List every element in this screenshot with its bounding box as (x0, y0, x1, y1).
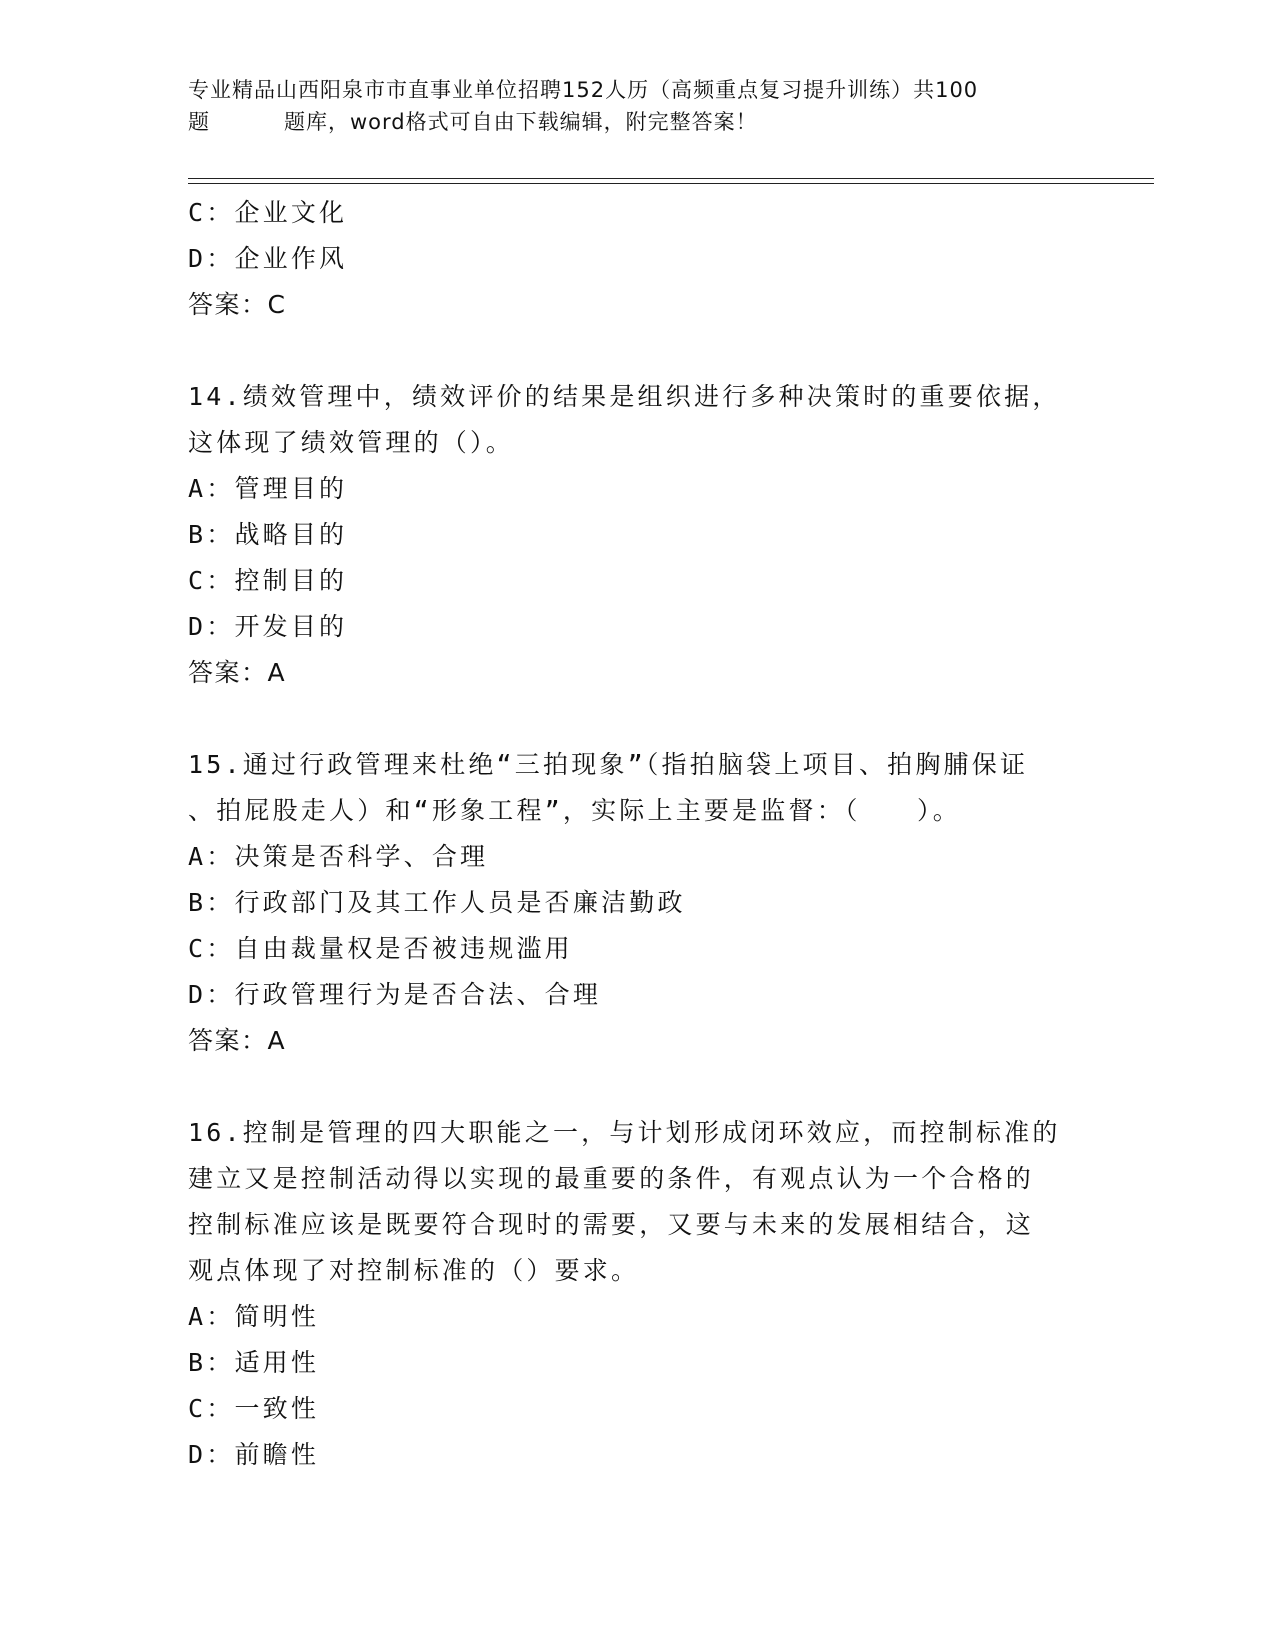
question-stem-line: 建立又是控制活动得以实现的最重要的条件，有观点认为一个合格的 (188, 1164, 1035, 1193)
question-stem-line: 、拍屁股走人）和“形象工程”，实际上主要是监督：（ ）。 (188, 796, 961, 825)
question-stem-line: 这体现了绩效管理的（）。 (188, 428, 514, 457)
question-stem-line: 15.通过行政管理来杜绝“三拍现象”（指拍脑袋上项目、拍胸脯保证 (188, 750, 1029, 779)
question-stem-line: 观点体现了对控制标准的（）要求。 (188, 1256, 640, 1285)
option-line: A：简明性 (188, 1302, 320, 1331)
header-title-line2 (188, 106, 1088, 138)
option-line: C：一致性 (188, 1394, 320, 1423)
header-title-line2-left: 题 (188, 110, 210, 134)
option-line: D：开发目的 (188, 612, 348, 641)
page-header (188, 74, 1088, 138)
option-line: C：自由裁量权是否被违规滥用 (188, 934, 573, 963)
question-content (188, 190, 1088, 1478)
header-divider-top (188, 178, 1154, 179)
question-stem-line: 14.绩效管理中，绩效评价的结果是组织进行多种决策时的重要依据， (188, 382, 1061, 411)
question-block-14 (188, 374, 1088, 696)
option-line: B：战略目的 (188, 520, 348, 549)
option-line: B：行政部门及其工作人员是否廉洁勤政 (188, 888, 686, 917)
answer-line: 答案：A (188, 1026, 287, 1055)
option-line: D：企业作风 (188, 244, 348, 273)
option-line: A：管理目的 (188, 474, 348, 503)
option-line: C：企业文化 (188, 198, 348, 227)
option-line: D：前瞻性 (188, 1440, 320, 1469)
answer-line: 答案：A (188, 658, 287, 687)
header-divider-bottom (188, 183, 1154, 184)
question-block-15 (188, 742, 1088, 1064)
answer-line: 答案：C (188, 290, 287, 319)
option-line: C：控制目的 (188, 566, 348, 595)
option-line: B：适用性 (188, 1348, 320, 1377)
header-title-line1: 专业精品山西阳泉市市直事业单位招聘152人历（高频重点复习提升训练）共100 (188, 78, 979, 102)
question-stem-line: 16.控制是管理的四大职能之一，与计划形成闭环效应，而控制标准的 (188, 1118, 1061, 1147)
question-block-16 (188, 1110, 1088, 1478)
question-stem-line: 控制标准应该是既要符合现时的需要，又要与未来的发展相结合，这 (188, 1210, 1035, 1239)
option-line: A：决策是否科学、合理 (188, 842, 489, 871)
option-line: D：行政管理行为是否合法、合理 (188, 980, 602, 1009)
header-title-line2-right: 题库，word格式可自由下载编辑，附完整答案！ (284, 110, 758, 134)
